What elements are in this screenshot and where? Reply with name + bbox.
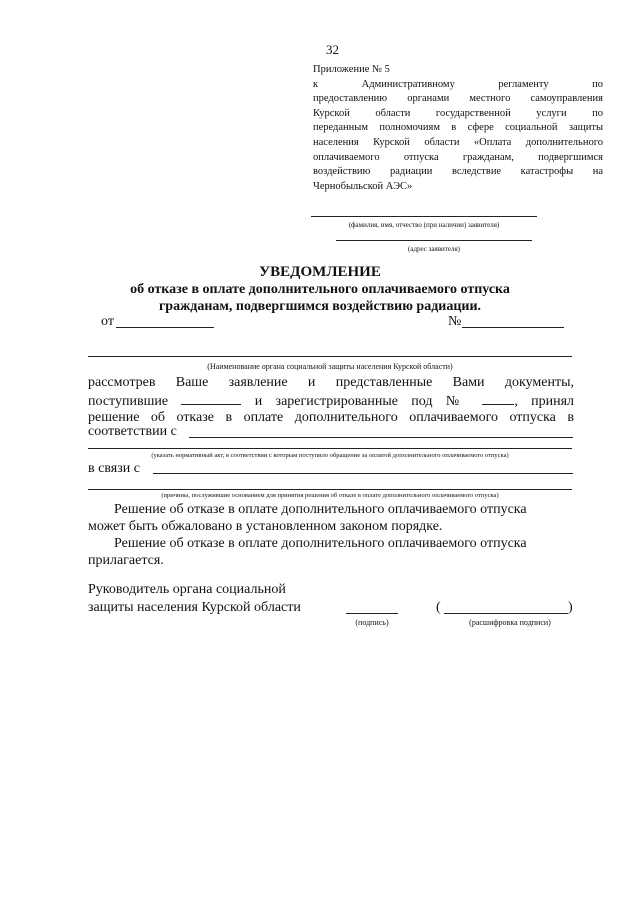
applicant-name-caption: (фамилия, имя, отчество (при наличии) заявителя) <box>348 221 500 229</box>
signature-field[interactable] <box>346 613 398 614</box>
signer-role-line-1: Руководитель органа социальной <box>88 582 286 597</box>
signature-decode-field[interactable] <box>444 613 568 614</box>
body-line: решение об отказе в оплате дополнительного оплачиваемого отпуска в <box>88 410 574 425</box>
document-subtitle <box>0 282 640 315</box>
attachment-line-1: Решение об отказе в оплате дополнительного оплачиваемого отпуска <box>114 536 527 551</box>
body-paragraph <box>88 375 574 427</box>
applicant-address-line[interactable] <box>336 240 532 241</box>
appendix-line: Чернобыльской АЭС» <box>313 180 413 192</box>
document-title: УВЕДОМЛЕНИЕ <box>259 264 381 280</box>
date-field[interactable] <box>116 327 214 328</box>
close-paren: ) <box>568 600 573 615</box>
reason-line-2[interactable] <box>88 489 572 490</box>
appendix-line: населения Курской области «Оплата дополнительного <box>313 136 603 148</box>
reason-field[interactable] <box>153 473 573 474</box>
open-paren: ( <box>436 600 441 615</box>
received-label: поступившие <box>88 393 169 409</box>
received-date-field[interactable] <box>181 392 241 405</box>
signature-decode-caption: (расшифровка подписи) <box>469 618 551 627</box>
registration-number-field[interactable] <box>482 392 514 405</box>
org-name-caption: (Наименование органа социальной защиты населения Курской области) <box>207 362 453 371</box>
appendix-header <box>313 63 603 194</box>
attachment-line-2: прилагается. <box>88 553 164 568</box>
body-line <box>88 392 574 411</box>
appendix-line: оплачиваемого отпуска гражданам, подвергшимся <box>313 151 603 163</box>
applicant-name-line[interactable] <box>311 216 537 217</box>
appeal-line-2: может быть обжаловано в установленном законом порядке. <box>88 519 443 534</box>
signature-caption: (подпись) <box>355 618 389 627</box>
number-field[interactable] <box>462 327 564 328</box>
appendix-line: предоставлению органами местного самоуправления <box>313 93 603 105</box>
appendix-line: переданным полномочиям в сфере социальной защиты <box>313 122 603 134</box>
from-label: от <box>101 314 114 329</box>
registered-label: и зарегистрированные под № <box>254 393 469 409</box>
signer-role-line-2: защиты населения Курской области <box>88 600 301 615</box>
accordance-label: соответствии с <box>88 424 177 439</box>
applicant-address-caption: (адрес заявителя) <box>408 245 460 253</box>
appendix-line: воздействию радиации вследствие катастрофы на <box>313 166 603 178</box>
body-line: рассмотрев Ваше заявление и представленные Вами документы, <box>88 375 574 390</box>
number-label: № <box>448 314 462 329</box>
act-line[interactable] <box>88 448 572 449</box>
subtitle-line: об отказе в оплате дополнительного оплачиваемого отпуска <box>130 282 510 297</box>
act-caption: (указать нормативный акт, в соответствии с которым поступило обращение за оплатой дополнительного оплачиваемого отпуска) <box>151 452 509 459</box>
reason-caption: (причины, послужившие основанием для принятия решения об отказе в оплате дополнительного оплачиваемого отпуска) <box>161 492 499 499</box>
appendix-line: Курской области государственной услуги по <box>313 107 603 119</box>
accordance-field[interactable] <box>189 437 573 438</box>
appendix-line: Приложение № 5 <box>313 64 390 75</box>
reason-label: в связи с <box>88 461 140 476</box>
page-number: 32 <box>326 42 339 57</box>
subtitle-line: гражданам, подвергшимся воздействию радиации. <box>158 298 482 314</box>
accepted-label: , принял <box>514 393 575 409</box>
org-name-line[interactable] <box>88 356 572 357</box>
appeal-line-1: Решение об отказе в оплате дополнительного оплачиваемого отпуска <box>114 502 527 517</box>
appendix-line: к Административному регламенту по <box>313 78 603 90</box>
